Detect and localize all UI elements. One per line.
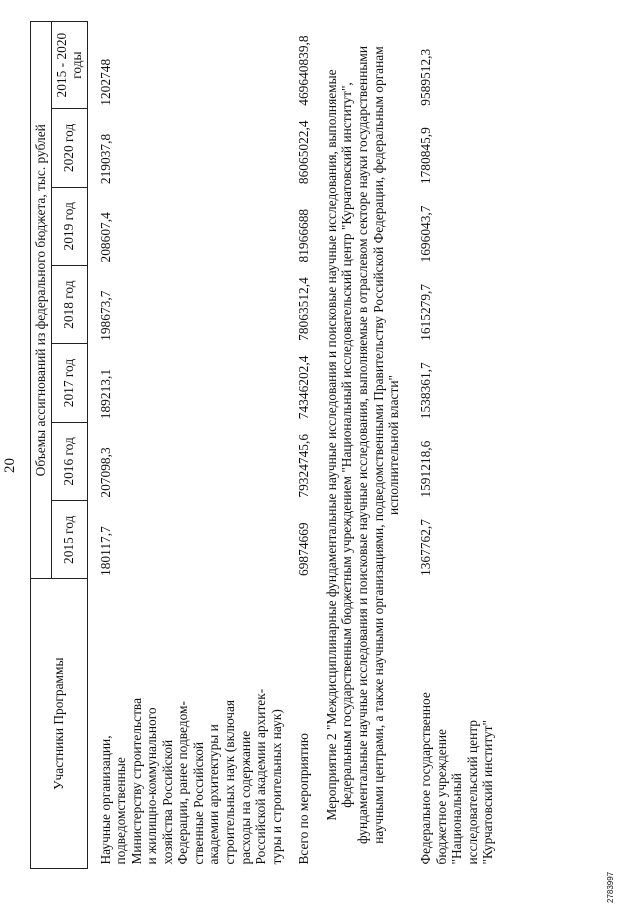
value-cell: 1591218,6 [418, 440, 434, 498]
value-cell: 189213,1 [97, 368, 113, 420]
value-cell: 79324745,6 [296, 433, 312, 498]
section-row [314, 22, 414, 869]
header-year: 2020 год [51, 109, 87, 187]
value-cell: 1367762,7 [418, 519, 434, 576]
value-cell: 81966688 [296, 208, 312, 263]
value-cell: 74346202,4 [296, 355, 312, 420]
value-cell: 1615279,7 [418, 283, 434, 341]
header-allocations: Объемы ассигнований из федерального бюджета, тыс. рублей [31, 22, 52, 579]
value-cell: 1202748 [97, 58, 113, 106]
table-row-total [292, 22, 314, 869]
value-cell: 198673,7 [97, 290, 113, 341]
header-year: 2016 год [51, 422, 87, 500]
table-row [94, 22, 287, 869]
participant-name: Научные организации, подведомственные Министерству строительства и жилищно-коммунального хозяйства Российской Федерации, ранее подведом- ственные Российской академии архитектуры и строительных наук (включая расходы на содержание Российской академии архитек- туры и строительных наук) [97, 688, 284, 865]
value-cell: 1696043,7 [418, 205, 434, 263]
header-year-total: 2015 - 2020 годы [51, 22, 87, 109]
header-year: 2015 год [51, 501, 87, 579]
value-cell: 469640839,8 [296, 35, 312, 106]
value-cell: 208607,4 [97, 212, 113, 263]
total-label: Всего по мероприятию [296, 733, 312, 865]
value-cell: 180117,7 [97, 526, 113, 576]
value-cell: 1780845,9 [418, 127, 434, 185]
value-cell: 9589512,3 [418, 48, 434, 106]
document-id: 2783997 [606, 871, 615, 903]
header-row-group [31, 22, 52, 869]
budget-table [30, 21, 498, 869]
page-number: 20 [2, 458, 18, 473]
value-cell: 78063512,4 [296, 277, 312, 341]
header-participants: Участники Программы [31, 579, 88, 869]
header-year: 2019 год [51, 187, 87, 265]
value-cell: 219037,8 [97, 133, 113, 185]
section-title: Мероприятие 2 "Междисциплинарные фундаментальные научные исследования и поисковые научные исследования, выполняемые федеральным государственным бюджетным учреждением "Национальный исследовательский центр "Курчатовский институт", фундаментальные научные исследования и поисковые научные исследования, выполняемые в отраслевом секторе науки государственными научными центрами, а также научными организациями, подведомственными Правительству Российской Федерации, федеральным органам исполнительной власти" [323, 45, 402, 845]
value-cell: 207098,3 [97, 447, 113, 498]
table-row [414, 22, 498, 869]
value-cell: 86065022,4 [296, 120, 312, 185]
value-cell: 1538361,7 [418, 362, 434, 420]
header-year: 2018 год [51, 265, 87, 343]
value-cell: 69874669 [296, 522, 312, 576]
header-year: 2017 год [51, 344, 87, 422]
participant-name: Федеральное государственное бюджетное учреждение "Национальный исследовательский центр "Курчатовский институт" [418, 692, 496, 865]
